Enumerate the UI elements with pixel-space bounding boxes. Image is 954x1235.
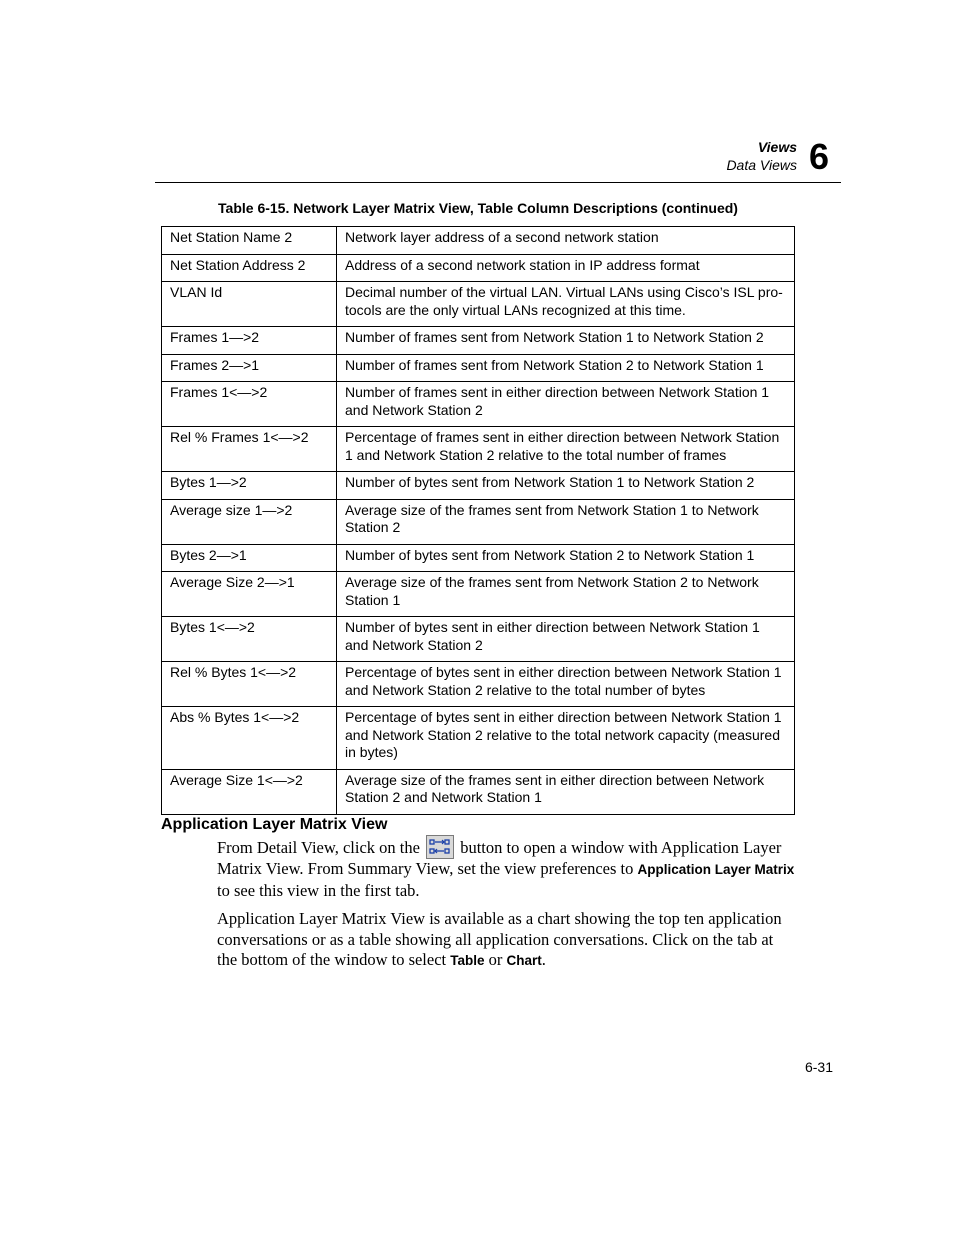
page-number: 6-31 [804, 1059, 833, 1075]
table-row [162, 572, 795, 617]
ui-term-application-layer-matrix: Application Layer Matrix [637, 862, 795, 878]
p2-text-a: Application Layer Matrix View is available as a chart showing the top ten application conversations or as a table showing all application conversations. Click on the tab at the bottom of the window to select [217, 909, 782, 969]
p1-text-b: button to open a window with Application Layer Matrix View. From Summary View, set the view preferences to [217, 838, 782, 879]
column-name-cell: Average size 1—>2 [162, 499, 337, 544]
column-name-cell: Net Station Address 2 [162, 254, 337, 282]
table-row [162, 769, 795, 814]
column-description-cell: Percentage of frames sent in either direction between Network Station 1 and Network Station 2 relative to the total number of frames [337, 427, 795, 472]
ui-term-table: Table [450, 953, 485, 968]
matrix-view-button[interactable] [426, 835, 454, 859]
column-description-cell: Address of a second network station in IP address format [337, 254, 795, 282]
column-name-cell: Abs % Bytes 1<—>2 [162, 707, 337, 770]
column-name-cell: Frames 1—>2 [162, 327, 337, 355]
column-name-cell: Average Size 1<—>2 [162, 769, 337, 814]
table-row [162, 499, 795, 544]
column-name-cell: Frames 2—>1 [162, 354, 337, 382]
column-description-cell: Percentage of bytes sent in either direction between Network Station 1 and Network Station 2 relative to the total number of bytes [337, 662, 795, 707]
column-description-cell: Average size of the frames sent in either direction between Network Station 2 and Network Station 1 [337, 769, 795, 814]
table-body [162, 227, 795, 815]
column-name-cell: Average Size 2—>1 [162, 572, 337, 617]
paragraph-2 [217, 909, 797, 972]
table-row [162, 227, 795, 255]
table-row [162, 282, 795, 327]
column-name-cell: Rel % Bytes 1<—>2 [162, 662, 337, 707]
table-row [162, 427, 795, 472]
page-header [155, 136, 841, 183]
table-caption: Table 6-15. Network Layer Matrix View, Table Column Descriptions (continued) [218, 200, 738, 216]
column-name-cell: VLAN Id [162, 282, 337, 327]
column-description-table [161, 226, 795, 815]
column-description-cell: Number of frames sent from Network Station 1 to Network Station 2 [337, 327, 795, 355]
column-description-cell: Average size of the frames sent from Network Station 2 to Network Station 1 [337, 572, 795, 617]
table-row [162, 354, 795, 382]
p1-text-c: to see this view in the first tab. [217, 880, 420, 900]
ui-term-chart: Chart [506, 953, 542, 968]
table-row [162, 327, 795, 355]
table-row [162, 544, 795, 572]
column-description-cell: Percentage of bytes sent in either direction between Network Station 1 and Network Station 2 relative to the total network capacity (measured in bytes) [337, 707, 795, 770]
column-name-cell: Frames 1<—>2 [162, 382, 337, 427]
column-name-cell: Rel % Frames 1<—>2 [162, 427, 337, 472]
column-name-cell: Net Station Name 2 [162, 227, 337, 255]
paragraph-1 [217, 838, 797, 901]
column-name-cell: Bytes 2—>1 [162, 544, 337, 572]
p2-text-end: . [541, 950, 546, 969]
column-description-cell: Number of frames sent from Network Station 2 to Network Station 1 [337, 354, 795, 382]
chapter-number: 6 [808, 136, 829, 177]
column-description-cell: Number of bytes sent from Network Station 2 to Network Station 1 [337, 544, 795, 572]
header-section: Views [757, 139, 797, 155]
section-heading: Application Layer Matrix View [161, 816, 388, 833]
table-row [162, 472, 795, 500]
running-header [726, 138, 797, 174]
column-description-cell: Decimal number of the virtual LAN. Virtual LANs using Cisco’s ISL pro-tocols are the only virtual LANs recognized at this time. [337, 282, 795, 327]
table-row [162, 662, 795, 707]
column-description-cell: Number of bytes sent from Network Station 1 to Network Station 2 [337, 472, 795, 500]
table-row [162, 617, 795, 662]
column-name-cell: Bytes 1—>2 [162, 472, 337, 500]
p2-text-or: or [488, 950, 503, 969]
matrix-view-icon [429, 838, 451, 856]
table-row [162, 707, 795, 770]
column-description-cell: Number of frames sent in either direction between Network Station 1 and Network Station 2 [337, 382, 795, 427]
table-row [162, 254, 795, 282]
table-row [162, 382, 795, 427]
column-name-cell: Bytes 1<—>2 [162, 617, 337, 662]
column-description-cell: Number of bytes sent in either direction between Network Station 1 and Network Station 2 [337, 617, 795, 662]
column-description-cell: Network layer address of a second network station [337, 227, 795, 255]
p1-text-a: From Detail View, click on the [217, 838, 420, 857]
header-subsection: Data Views [726, 157, 797, 173]
column-description-cell: Average size of the frames sent from Network Station 1 to Network Station 2 [337, 499, 795, 544]
